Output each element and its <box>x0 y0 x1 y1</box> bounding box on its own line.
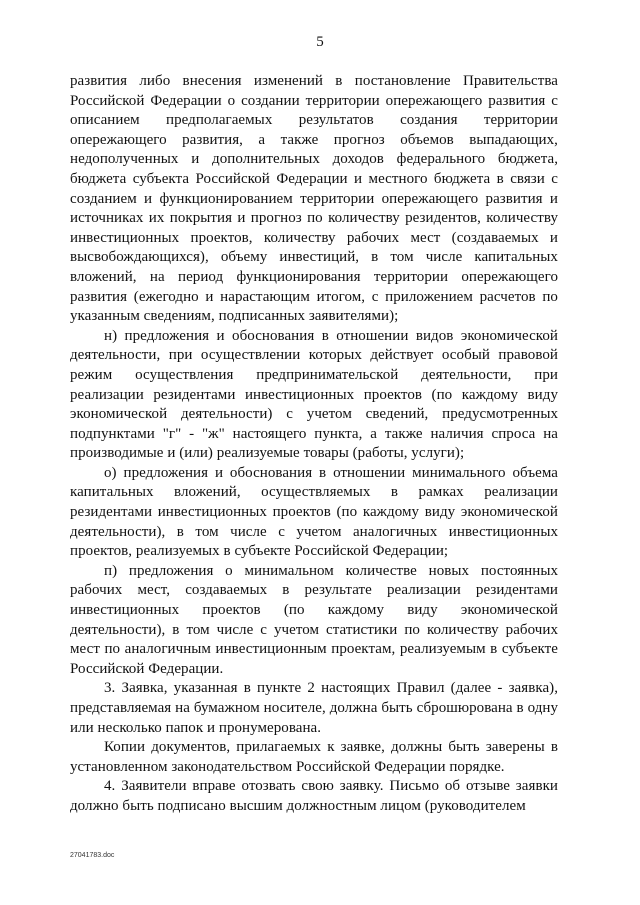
paragraph-clause-3: 3. Заявка, указанная в пункте 2 настоящих Правил (далее - заявка), представляемая на бумажном носителе, должна быть сброшюрована в одну или несколько папок и пронумерована. <box>70 680 558 736</box>
paragraph-item-p: п) предложения о минимальном количестве новых постоянных рабочих мест, создаваемых в результате реализации резидентами инвестиционных проектов (по каждому виду экономической деятельности), в том числе с учетом статистики по количеству рабочих мест по аналогичным инвестиционным проектам, реализуемым в субъекте Российской Федерации. <box>70 562 558 677</box>
page-number: 5 <box>316 34 324 50</box>
paragraph-copies: Копии документов, прилагаемых к заявке, должны быть заверены в установленном законодательством Российской Федерации порядке. <box>70 739 558 775</box>
paragraph-item-n: н) предложения и обоснования в отношении видов экономической деятельности, при осуществлении которых действует особый правовой режим осуществления предпринимательской деятельности, при реализации резидентами инвестиционных проектов (по каждому виду экономической деятельности) с учетом сведений, предусмотренных подпунктами "г" - "ж" настоящего пункта, а также наличия спроса на производимые и (или) реализуемые товары (работы, услуги); <box>70 327 558 462</box>
paragraph-clause-4: 4. Заявители вправе отозвать свою заявку. Письмо об отзыве заявки должно быть подписано высшим должностным лицом (руководителем <box>70 778 558 814</box>
document-body <box>70 72 558 817</box>
paragraph-item-o: о) предложения и обоснования в отношении минимального объема капитальных вложений, осуществляемых в рамках реализации резидентами инвестиционных проектов (по каждому виду экономической деятельности), в том числе с учетом аналогичных инвестиционных проектов, реализуемых в субъекте Российской Федерации; <box>70 464 558 560</box>
paragraph-continuation: развития либо внесения изменений в постановление Правительства Российской Федерации о создании территории опережающего развития с описанием предполагаемых результатов создания территории опережающего развития, а также прогноз объемов выпадающих, недополученных и дополнительных доходов федерального бюджета, бюджета субъекта Российской Федерации и местного бюджета в связи с созданием и функционированием территории опережающего развития и источниках их покрытия и прогноз по количеству резидентов, количеству инвестиционных проектов, количеству рабочих мест (создаваемых и высвобождающихся), объему инвестиций, в том числе капитальных вложений, на период функционирования территории опережающего развития (ежегодно и нарастающим итогом, с приложением расчетов по указанным сведениям, подписанных заявителями); <box>70 73 558 325</box>
footer-filename: 27041783.doc <box>70 852 115 859</box>
